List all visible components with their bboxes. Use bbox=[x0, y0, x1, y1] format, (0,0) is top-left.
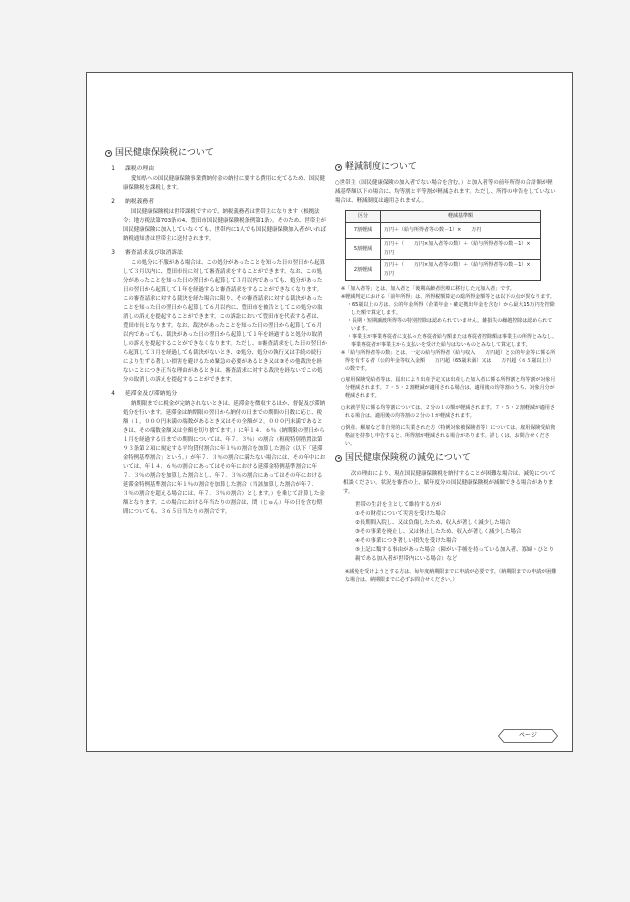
section-body: この処分に不服がある場合は、この処分があったことを知った日の翌日から起算して３月以内に、豊田市長に対して審査請求をすることができます。なお、この処分があったことを知った日の翌日から起算して３月以内であっても、処分があった日の翌日から起算して１年を経過すると審査請求をすることができなくなります。この審査請求に対する裁決を経た場合に限り、その審査請求に対する裁決があったことを知った日の翌日から起算して６月以内に、豊田市を被告としてこの処分の取消しの訴えを提起することができます。この訴訟において豊田市を代表する者は、豊田市長となります。なお、裁決があったことを知った日の翌日から起算して６月以内であっても、裁決があった日の翌日から起算して１年を経過すると処分の取消しの訴えを提起することができなくなります。ただし、①審査請求をした日の翌日から起算して３月を経過しても裁決がないとき、②処分、処分の執行又は手続の続行により生ずる著しい損害を避けるため緊急の必要があるとき又は③その他裁決を経ないことにつき正当な理由があるときは、審査請求に対する裁決を経ないでこの処分の取消しの訴えを提起することができます。 bbox=[123, 260, 327, 383]
reduction-intro: ○世帯主（国民健康保険の加入者でない場合を含む。）と加入者等の前年所得の合計額が軽減基準額以下の場合に、均等割と平等割が軽減されます。ただし、所得の申告をしていない場合は、軽減制度は適用されません。 bbox=[335, 180, 556, 204]
left-column bbox=[105, 147, 327, 522]
bullet-item: ○未就学児に係る均等割については、２分の１の額が軽減されます。７・５・２割軽減が適用される場合は、適用後の均等割の２分の１が軽減されます。 bbox=[341, 405, 555, 419]
section-number: 4 bbox=[111, 391, 115, 397]
circle-bullet-icon bbox=[335, 164, 342, 171]
exemption-lead: 世帯の生計を主として維持する方が bbox=[355, 502, 442, 508]
section-title-exemption: 国民健康保険税の減免について bbox=[335, 452, 557, 464]
circle-bullet-icon bbox=[335, 455, 342, 462]
reduction-table bbox=[345, 210, 541, 281]
list-item: ②長期間入院し、又は負傷したため、収入が著しく減少した場合 bbox=[355, 520, 511, 526]
exemption-note: ※減免を受けようとする方は、毎年度納期限までに申請が必要です。（納期限までの申請が困難な場合は、納期限までに必ずお問合せください。） bbox=[345, 569, 557, 583]
section-2 bbox=[105, 198, 327, 244]
note-item: ・事業主が事業専従者に支払った専従者給与額または専従者控除額は事業主の所得とみなし、事業専従者が事業主から支払いを受けた給与はないものとみなして算定します。 bbox=[347, 334, 558, 348]
list-item: ④その事業につき著しい損失を受けた場合 bbox=[355, 538, 457, 544]
exemption-intro: 次の理由により、現在国民健康保険税を納付することが困難な場合は、減免について相談ください。状況を審査の上、賦年度分の国民健康保険税が減額できる場合があります。 bbox=[343, 471, 556, 495]
table-row: 2割軽減 万円＋（ 万円×加入者等の数）＋（給与所得者等の数－1）× 万円 bbox=[346, 260, 541, 281]
section-heading: 延滞金及び滞納処分 bbox=[125, 391, 178, 397]
note-item: ※軽減判定における「前年所得」は、所得税額算定の総所得金額等とは以下の点が異なります。 bbox=[341, 294, 555, 300]
exemption-list bbox=[335, 501, 557, 564]
page-label: ページ bbox=[519, 732, 537, 739]
bullet-item: ○倒産、解雇など非自発的に失業された方（特例対象被保険者等）については、雇用保険受給資格証を持参し申告すると、所得割が軽減される場合があります。詳しくは、お問合せください。 bbox=[341, 425, 556, 447]
section-4 bbox=[105, 390, 327, 517]
table-header: 軽減基準額 bbox=[381, 211, 541, 223]
section-1 bbox=[105, 165, 327, 193]
section-number: 1 bbox=[111, 166, 115, 172]
section-number: 3 bbox=[111, 250, 115, 256]
table-row: 7割軽減 万円＋（給与所得者等の数－1）× 万円 bbox=[346, 223, 541, 239]
note-item: ・長期・短期譲渡所得等の特別控除は認められていません。雑損失の繰越控除は認められています。 bbox=[347, 318, 553, 332]
bullets-block bbox=[335, 376, 557, 448]
list-item: ⑤上記に類する事由があった場合（障がい手帳を持っている加入者、寡婦・ひとり親である加入者が世帯内にいる場合）など bbox=[355, 547, 554, 562]
section-heading: 審査請求及び取消訴訟 bbox=[125, 250, 183, 256]
section-title-reduction: 軽減制度について bbox=[335, 161, 557, 173]
table-row: 5割軽減 万円＋（ 万円×加入者等の数）＋（給与所得者等の数－1）× 万円 bbox=[346, 239, 541, 260]
circle-bullet-icon bbox=[105, 150, 112, 157]
page-tab bbox=[498, 729, 558, 743]
list-item: ①その財産について災害を受けた場合 bbox=[355, 511, 446, 517]
section-title-tax: 国民健康保険税について bbox=[105, 147, 327, 159]
section-body: 納期限までに税金が完納されないときは、延滞金を徴収するほか、督促及び滞納処分を行います。延滞金は納期限の翌日から納付の日までの期間の日数に応じ、税額（１，０００円未満の端数があるとき又はその全額が２，０００円未満であるときは、その端数金額又は全額を切り捨てます。）に年１４．６％（納期限の翌日から１月を経過する日までの期間については、年７．３％）の割合（租税特別措置法第９３条第２項に規定する平均貸付割合に年１％の割合を加算した割合（以下「延滞金特例基準割合」という。）が年７．３％の割合に満たない場合には、その年中においては、年１４．６％の割合にあってはその年における延滞金特例基準割合に年７．３％の割合を加算した割合とし、年７．３％の割合にあってはその年における延滞金特例基準割合に年１％の割合を加算した割合（当該加算した割合が年７．３％の割合を超える場合には、年７．３％の割合）とします。）を乗じて計算した金額となります。この場合における年当たりの割合は、閏（じゅん）年の日を含む期間についても、３６５日当たりの割合です。 bbox=[123, 401, 326, 515]
note-item: ※「加入者等」とは、加入者と「後期高齢者医療に移行した元加入者」です。 bbox=[341, 286, 515, 292]
section-body: 愛知県への国民健康保険事業費納付金の納付に要する費用に充てるため、国民健康保険税を課税します。 bbox=[123, 176, 325, 191]
notes-block bbox=[335, 285, 557, 373]
bullet-item: ○雇用保険受給者等は、届出により出産予定又は出産した加入者に係る所得割と均等割が対象月分軽減されます。７・５・２割軽減が適用される場合は、適用後の均等割のうち、対象月分が軽減されます。 bbox=[341, 377, 556, 399]
document-page bbox=[86, 72, 573, 752]
section-body: 国民健康保険税は世帯課税ですので、納税義務者は世帯主になります（根拠法令：地方税法第703条の4、豊田市国民健康保険税条例第1条）。そのため、世帯主が国民健康保険に加入していなくても、世帯内に1人でも国民健康保険加入者がいれば納税通知書は世帯主に送付されます。 bbox=[123, 209, 326, 242]
list-item: ③その事業を廃止し、又は休止したため、収入が著しく減少した場合 bbox=[355, 529, 522, 535]
section-heading: 課税の理由 bbox=[125, 166, 154, 172]
section-number: 2 bbox=[111, 199, 115, 205]
table-header: 区分 bbox=[346, 211, 381, 223]
note-item: ・65歳以上の方は、公的年金所得（企業年金・確定拠出年金を含む）から最大15万円を控除した額で算定します。 bbox=[347, 302, 555, 316]
right-column bbox=[335, 161, 557, 588]
section-heading: 納税義務者 bbox=[125, 199, 154, 205]
note-item: ※「給与所得者等の数」とは、一定の給与所得者（給与収入 万円超）と公的年金等に係る所得を有する者（公的年金等収入金額 万円超（65歳未満）又は 万円超（６５歳以上））の数です。 bbox=[341, 350, 556, 372]
section-3 bbox=[105, 249, 327, 385]
